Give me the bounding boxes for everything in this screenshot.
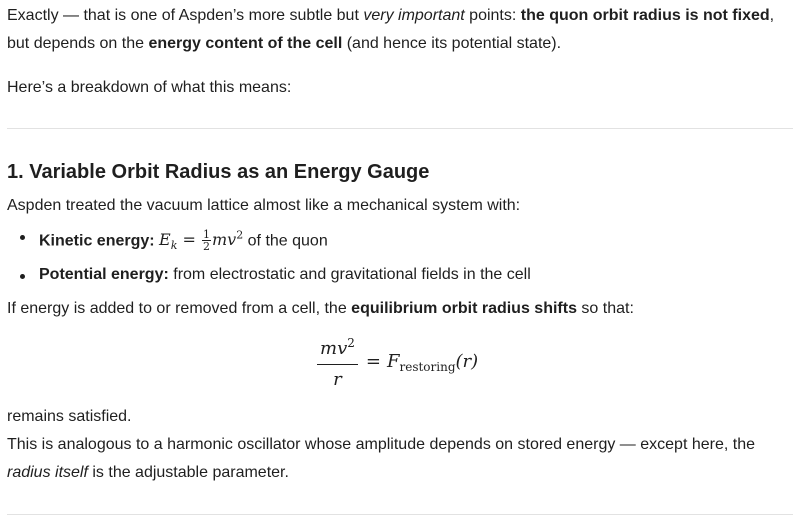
analogy-emphasis: radius itself xyxy=(7,463,88,481)
half-num: 1 xyxy=(202,228,210,242)
shift-paragraph xyxy=(7,295,793,323)
shift-text-a: If energy is added to or removed from a cell, the xyxy=(7,299,352,317)
potential-tail: from electrostatic and gravitational fields in the cell xyxy=(168,265,531,283)
potential-label: Potential energy: xyxy=(39,265,169,283)
list-item-kinetic xyxy=(39,222,793,261)
formula-half xyxy=(202,229,211,252)
equation-force-sub: restoring xyxy=(399,359,456,374)
formula-eq: = xyxy=(177,230,201,250)
shift-text-c: so that: xyxy=(576,299,634,317)
intro-paragraph xyxy=(7,2,793,58)
list-item-potential xyxy=(39,261,793,289)
kinetic-formula xyxy=(159,228,244,254)
section-intro: Aspden treated the vacuum lattice almost like a mechanical system with: xyxy=(7,197,521,214)
formula-sup: 2 xyxy=(236,229,244,242)
kinetic-tail: of the quon xyxy=(243,232,328,250)
half-den: 2 xyxy=(202,240,210,254)
analogy-paragraph xyxy=(7,431,793,487)
remains-paragraph: remains satisfied. xyxy=(7,407,132,425)
equation-arg: (r) xyxy=(455,350,479,372)
equation-denominator: r xyxy=(333,368,342,390)
shift-bold: equilibrium orbit radius shifts xyxy=(351,299,577,317)
intro-text-c: points: xyxy=(464,7,521,24)
analogy-text-a: This is analogous to a harmonic oscillator whose amplitude depends on stored energy — except here, the xyxy=(7,435,755,453)
formula-e-sub: k xyxy=(170,239,178,253)
energy-list xyxy=(7,222,793,289)
intro-emphasis: very important xyxy=(363,7,465,24)
equation-equals: = xyxy=(365,350,381,372)
equation-force: F xyxy=(386,350,400,372)
equation-fraction xyxy=(317,331,358,393)
message-content xyxy=(7,0,793,515)
breakdown-paragraph: Here’s a breakdown of what this means: xyxy=(7,79,292,96)
section-heading: 1. Variable Orbit Radius as an Energy Gauge xyxy=(7,161,430,183)
intro-text-e: , but depends on the xyxy=(7,7,775,52)
analogy-text-c: is the adjustable parameter. xyxy=(87,463,289,481)
intro-text-g: (and hence its potential state). xyxy=(342,35,562,52)
intro-text-a: Exactly — that is one of Aspden’s more subtle but xyxy=(7,7,364,24)
formula-mv: mv xyxy=(211,230,237,250)
numerator-mv: mv xyxy=(320,337,348,359)
intro-bold-energy: energy content of the cell xyxy=(148,35,343,52)
numerator-sup: 2 xyxy=(347,335,355,350)
equation-body xyxy=(317,331,478,393)
divider-bottom xyxy=(7,514,793,515)
equation-numerator xyxy=(317,331,358,365)
kinetic-label: Kinetic energy: xyxy=(39,232,155,250)
intro-bold-radius: the quon orbit radius is not fixed xyxy=(520,7,770,24)
display-equation xyxy=(7,325,793,397)
divider xyxy=(7,128,793,129)
formula-e: E xyxy=(159,230,171,250)
